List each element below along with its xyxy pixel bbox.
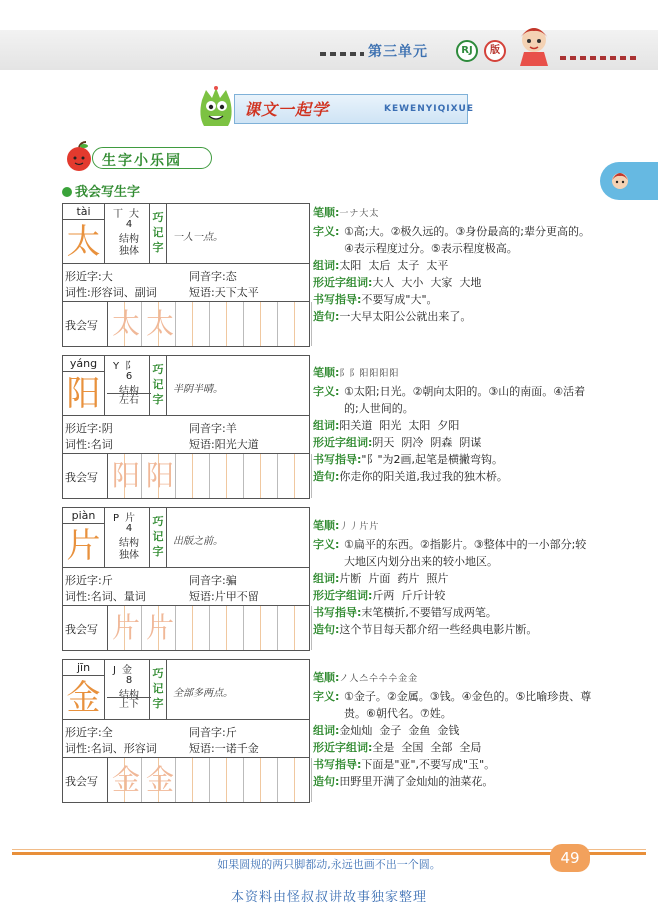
- stroke-count: 6: [125, 371, 133, 382]
- subsection-heading: [62, 181, 140, 200]
- mnemonic-tag-3: 字: [152, 241, 164, 254]
- similar-words-line: [313, 739, 593, 756]
- similar-words-label: 形近字组词:: [313, 436, 373, 449]
- mnemonic-text: 全部多两点。: [173, 688, 233, 699]
- radical-char: 大: [129, 209, 139, 220]
- words-text: 阳关道 阳光 太阳 夕阳: [339, 419, 460, 432]
- mnemonic-text: 一人一点。: [173, 232, 223, 243]
- subsection-title: 我会写生字: [75, 185, 141, 200]
- header-decoration-right: [560, 56, 640, 60]
- mnemonic-tag-2: 记: [152, 682, 164, 695]
- bullet-dot-icon: [62, 187, 72, 197]
- similar-words-line: [313, 274, 593, 291]
- similar-words-text: 大人 大小 大家 大地: [372, 276, 482, 289]
- radical-letter: J: [113, 665, 116, 676]
- homophone: 同音字:羊: [189, 422, 237, 435]
- similar-char: 形近字:斤: [65, 574, 113, 587]
- char-pinyin: jīn: [63, 660, 105, 676]
- character-notes: [313, 364, 593, 485]
- stroke-order: 阝阝阳阳阳阳: [339, 369, 400, 379]
- radical-letter: 丅: [113, 209, 123, 220]
- big-character: 太: [63, 220, 105, 264]
- practice-cell[interactable]: [210, 454, 244, 498]
- trace-character: 金: [112, 763, 141, 796]
- stroke-order: 一ナ大太: [339, 209, 380, 219]
- stroke-order-line: [313, 669, 593, 688]
- words-line: [313, 722, 593, 739]
- meaning-label: 字义:: [313, 690, 340, 703]
- similar-words-text: 斤两 斤斤计较: [372, 589, 446, 602]
- similar-words-text: 阴天 阴冷 阴森 阴谋: [372, 436, 482, 449]
- stroke-order: 丿丿片片: [339, 522, 380, 532]
- mnemonic-tag: [149, 660, 167, 720]
- writing-tip-text: 末笔横折,不要错写成两笔。: [361, 606, 497, 619]
- header-band: [0, 30, 658, 70]
- big-character: 片: [63, 524, 105, 568]
- trace-character: 片: [112, 611, 141, 644]
- homophone: 同音字:态: [189, 270, 237, 283]
- sentence-line: [313, 773, 593, 790]
- similar-words-line: [313, 587, 593, 604]
- sentence-text: 你走你的阳关道,我过我的独木桥。: [339, 470, 508, 483]
- trace-character: 阳: [146, 459, 175, 492]
- writing-tip-label: 书写指导:: [313, 453, 362, 466]
- character-card: [62, 659, 310, 803]
- sentence-label: 造句:: [313, 470, 340, 483]
- mnemonic-tag-1: 巧: [152, 363, 164, 376]
- practice-grid[interactable]: [107, 758, 309, 802]
- practice-grid[interactable]: [107, 302, 309, 346]
- edition-badge-rj: RJ: [456, 40, 478, 62]
- practice-cell[interactable]: [176, 758, 210, 802]
- monster-mascot-icon: [196, 86, 236, 130]
- radical-char: 阝: [125, 361, 136, 372]
- part-of-speech: 词性:名词: [65, 438, 113, 451]
- phrase: 短语:片甲不留: [189, 590, 259, 603]
- sentence-line: [313, 621, 593, 638]
- words-label: 组词:: [313, 572, 340, 585]
- character-notes: [313, 204, 593, 325]
- practice-cell[interactable]: [278, 758, 312, 802]
- practice-label: 我会写: [65, 623, 98, 636]
- mascot-girl-icon: [512, 22, 556, 68]
- writing-tip-text: 不要写成"大"。: [361, 293, 438, 306]
- phrase: 短语:天下太平: [189, 286, 259, 299]
- card-header-row: [63, 204, 309, 264]
- practice-row: [63, 454, 309, 498]
- mnemonic-tag-1: 巧: [152, 667, 164, 680]
- big-character: 金: [63, 676, 105, 720]
- mnemonic-tag-1: 巧: [152, 211, 164, 224]
- meaning-line: [313, 383, 593, 417]
- stroke-order-label: 笔顺:: [313, 366, 340, 379]
- practice-cell[interactable]: [176, 606, 210, 650]
- similar-char: 形近字:大: [65, 270, 113, 283]
- card-info-row: [63, 720, 309, 758]
- meaning-label: 字义:: [313, 385, 340, 398]
- practice-cell[interactable]: [278, 302, 312, 346]
- card-header-row: [63, 508, 309, 568]
- words-label: 组词:: [313, 259, 340, 272]
- words-label: 组词:: [313, 724, 340, 737]
- words-line: [313, 257, 593, 274]
- practice-cell[interactable]: [244, 454, 278, 498]
- practice-cell[interactable]: [244, 758, 278, 802]
- lesson-pinyin: KEWENYIQIXUE: [384, 104, 474, 114]
- footer-quote: 如果圆规的两只脚都动,永远也画不出一个圆。: [217, 858, 441, 871]
- practice-cell[interactable]: [176, 302, 210, 346]
- stroke-count: 4: [125, 219, 133, 230]
- practice-cell[interactable]: [278, 454, 312, 498]
- mnemonic-tag-2: 记: [152, 378, 164, 391]
- card-header-row: [63, 660, 309, 720]
- writing-tip-label: 书写指导:: [313, 606, 362, 619]
- meaning-line: [313, 536, 593, 570]
- unit-label: 第三单元: [368, 44, 428, 60]
- practice-grid[interactable]: [107, 606, 309, 650]
- character-card: [62, 355, 310, 499]
- structure-value: 左右: [107, 393, 151, 415]
- words-text: 片断 片面 药片 照片: [339, 572, 449, 585]
- part-of-speech: 词性:形容词、副词: [65, 286, 157, 299]
- writing-tip-line: [313, 451, 593, 468]
- words-text: 金灿灿 金子 金鱼 金钱: [339, 724, 460, 737]
- writing-tip-line: [313, 291, 593, 308]
- mnemonic-tag: [149, 204, 167, 264]
- writing-tip-label: 书写指导:: [313, 293, 362, 306]
- structure-label: 结构: [119, 234, 139, 245]
- mnemonic-text: 出版之前。: [173, 536, 223, 547]
- sentence-line: [313, 308, 593, 325]
- practice-cell[interactable]: [210, 302, 244, 346]
- lesson-title: 课文一起学: [244, 100, 330, 119]
- similar-char: 形近字:阴: [65, 422, 113, 435]
- words-label: 组词:: [313, 419, 340, 432]
- stroke-order-label: 笔顺:: [313, 519, 340, 532]
- card-info-row: [63, 568, 309, 606]
- practice-cell[interactable]: [210, 606, 244, 650]
- character-notes: [313, 669, 593, 790]
- mnemonic-tag-3: 字: [152, 697, 164, 710]
- writing-tip-line: [313, 604, 593, 621]
- char-pinyin: tài: [63, 204, 105, 220]
- mnemonic-text: 半阴半晴。: [173, 384, 223, 395]
- radical-char: 金: [121, 665, 132, 676]
- section-title: 生字小乐园: [102, 153, 182, 169]
- page-number: 49: [550, 844, 590, 872]
- words-line: [313, 417, 593, 434]
- sentence-text: 一大早太阳公公就出来了。: [339, 310, 472, 323]
- radical-letter: Y: [113, 361, 120, 372]
- practice-row: [63, 302, 309, 346]
- mnemonic-tag-3: 字: [152, 545, 164, 558]
- phrase: 短语:阳光大道: [189, 438, 259, 451]
- header-decoration: [320, 52, 364, 56]
- sentence-text: 这个节目每天都介绍一些经典电影片断。: [339, 623, 538, 636]
- words-line: [313, 570, 593, 587]
- mnemonic-tag-2: 记: [152, 530, 164, 543]
- writing-tip-line: [313, 756, 593, 773]
- practice-cell[interactable]: [244, 606, 278, 650]
- structure-value: 独体: [119, 246, 139, 257]
- meaning-text: ①高;大。②极久远的。③身份最高的;辈分更高的。④表示程度过分。⑤表示程度极高。: [344, 225, 590, 255]
- writing-tip-text: 下面是"亚",不要写成"玉"。: [361, 758, 496, 771]
- stroke-order-line: [313, 517, 593, 536]
- meaning-text: ①金子。②金属。③钱。④金色的。⑤比喻珍贵、尊贵。⑥朝代名。⑦姓。: [344, 690, 592, 720]
- meaning-line: [313, 688, 593, 722]
- structure-label: 结构: [119, 690, 139, 701]
- practice-cell[interactable]: [278, 606, 312, 650]
- footer-credit: 本资料由怪叔叔讲故事独家整理: [230, 890, 427, 905]
- homophone: 同音字:骗: [189, 574, 237, 587]
- structure-label: 结构: [119, 538, 139, 549]
- trace-character: 金: [146, 763, 175, 796]
- sentence-label: 造句:: [313, 310, 340, 323]
- sentence-line: [313, 468, 593, 485]
- lesson-banner: [196, 86, 474, 130]
- practice-row: [63, 606, 309, 650]
- structure-value: 独体: [119, 550, 139, 561]
- sentence-label: 造句:: [313, 623, 340, 636]
- mnemonic-tag-2: 记: [152, 226, 164, 239]
- meaning-label: 字义:: [313, 225, 340, 238]
- similar-words-label: 形近字组词:: [313, 589, 373, 602]
- sentence-label: 造句:: [313, 775, 340, 788]
- similar-words-line: [313, 434, 593, 451]
- meaning-line: [313, 223, 593, 257]
- radical-char: 片: [125, 513, 136, 524]
- meaning-text: ①扁平的东西。②指影片。③整体中的一小部分;较大地区内划分出来的较小地区。: [344, 538, 587, 568]
- big-character: 阳: [63, 372, 105, 416]
- card-info-row: [63, 416, 309, 454]
- stroke-count: 4: [125, 523, 133, 534]
- stroke-order-line: [313, 204, 593, 223]
- mnemonic-tag: [149, 508, 167, 568]
- card-info-row: [63, 264, 309, 302]
- stroke-order: ノ人스수수수金金: [339, 674, 419, 684]
- words-text: 太阳 太后 太子 太平: [339, 259, 449, 272]
- practice-cell[interactable]: [176, 454, 210, 498]
- stroke-order-line: [313, 364, 593, 383]
- writing-tip-label: 书写指导:: [313, 758, 362, 771]
- char-pinyin: piàn: [63, 508, 105, 524]
- meaning-label: 字义:: [313, 538, 340, 551]
- apple-mascot-icon: [62, 140, 96, 174]
- stroke-order-label: 笔顺:: [313, 206, 340, 219]
- part-of-speech: 词性:名词、形容词: [65, 742, 157, 755]
- structure-label: 结构: [119, 386, 139, 397]
- similar-words-label: 形近字组词:: [313, 276, 373, 289]
- similar-char: 形近字:全: [65, 726, 113, 739]
- mnemonic-tag-1: 巧: [152, 515, 164, 528]
- similar-words-text: 全是 全国 全部 全局: [372, 741, 482, 754]
- trace-character: 太: [112, 307, 141, 340]
- stroke-count: 8: [125, 675, 133, 686]
- practice-row: [63, 758, 309, 802]
- section-heading: [62, 140, 212, 174]
- radical-letter: P: [113, 513, 120, 524]
- practice-grid[interactable]: [107, 454, 309, 498]
- part-of-speech: 词性:名词、量词: [65, 590, 146, 603]
- phrase: 短语:一诺千金: [189, 742, 259, 755]
- character-notes: [313, 517, 593, 638]
- stroke-order-label: 笔顺:: [313, 671, 340, 684]
- practice-cell[interactable]: [244, 302, 278, 346]
- practice-label: 我会写: [65, 471, 98, 484]
- practice-label: 我会写: [65, 319, 98, 332]
- character-card: [62, 507, 310, 651]
- homophone: 同音字:斤: [189, 726, 237, 739]
- edition-badge: 版: [484, 40, 506, 62]
- card-header-row: [63, 356, 309, 416]
- sentence-text: 田野里开满了金灿灿的油菜花。: [339, 775, 494, 788]
- char-pinyin: yáng: [63, 356, 105, 372]
- trace-character: 阳: [112, 459, 141, 492]
- trace-character: 太: [146, 307, 175, 340]
- mnemonic-tag-3: 字: [152, 393, 164, 406]
- mnemonic-tag: [149, 356, 167, 416]
- writing-tip-text: "阝"为2画,起笔是横撇弯钩。: [361, 453, 504, 466]
- meaning-text: ①太阳;日光。②朝向太阳的。③山的南面。④活着的;人世间的。: [344, 385, 586, 415]
- practice-cell[interactable]: [210, 758, 244, 802]
- similar-words-label: 形近字组词:: [313, 741, 373, 754]
- character-card: [62, 203, 310, 347]
- trace-character: 片: [146, 611, 175, 644]
- girl-face-icon: [610, 170, 630, 190]
- structure-value: 上下: [107, 697, 151, 719]
- practice-label: 我会写: [65, 775, 98, 788]
